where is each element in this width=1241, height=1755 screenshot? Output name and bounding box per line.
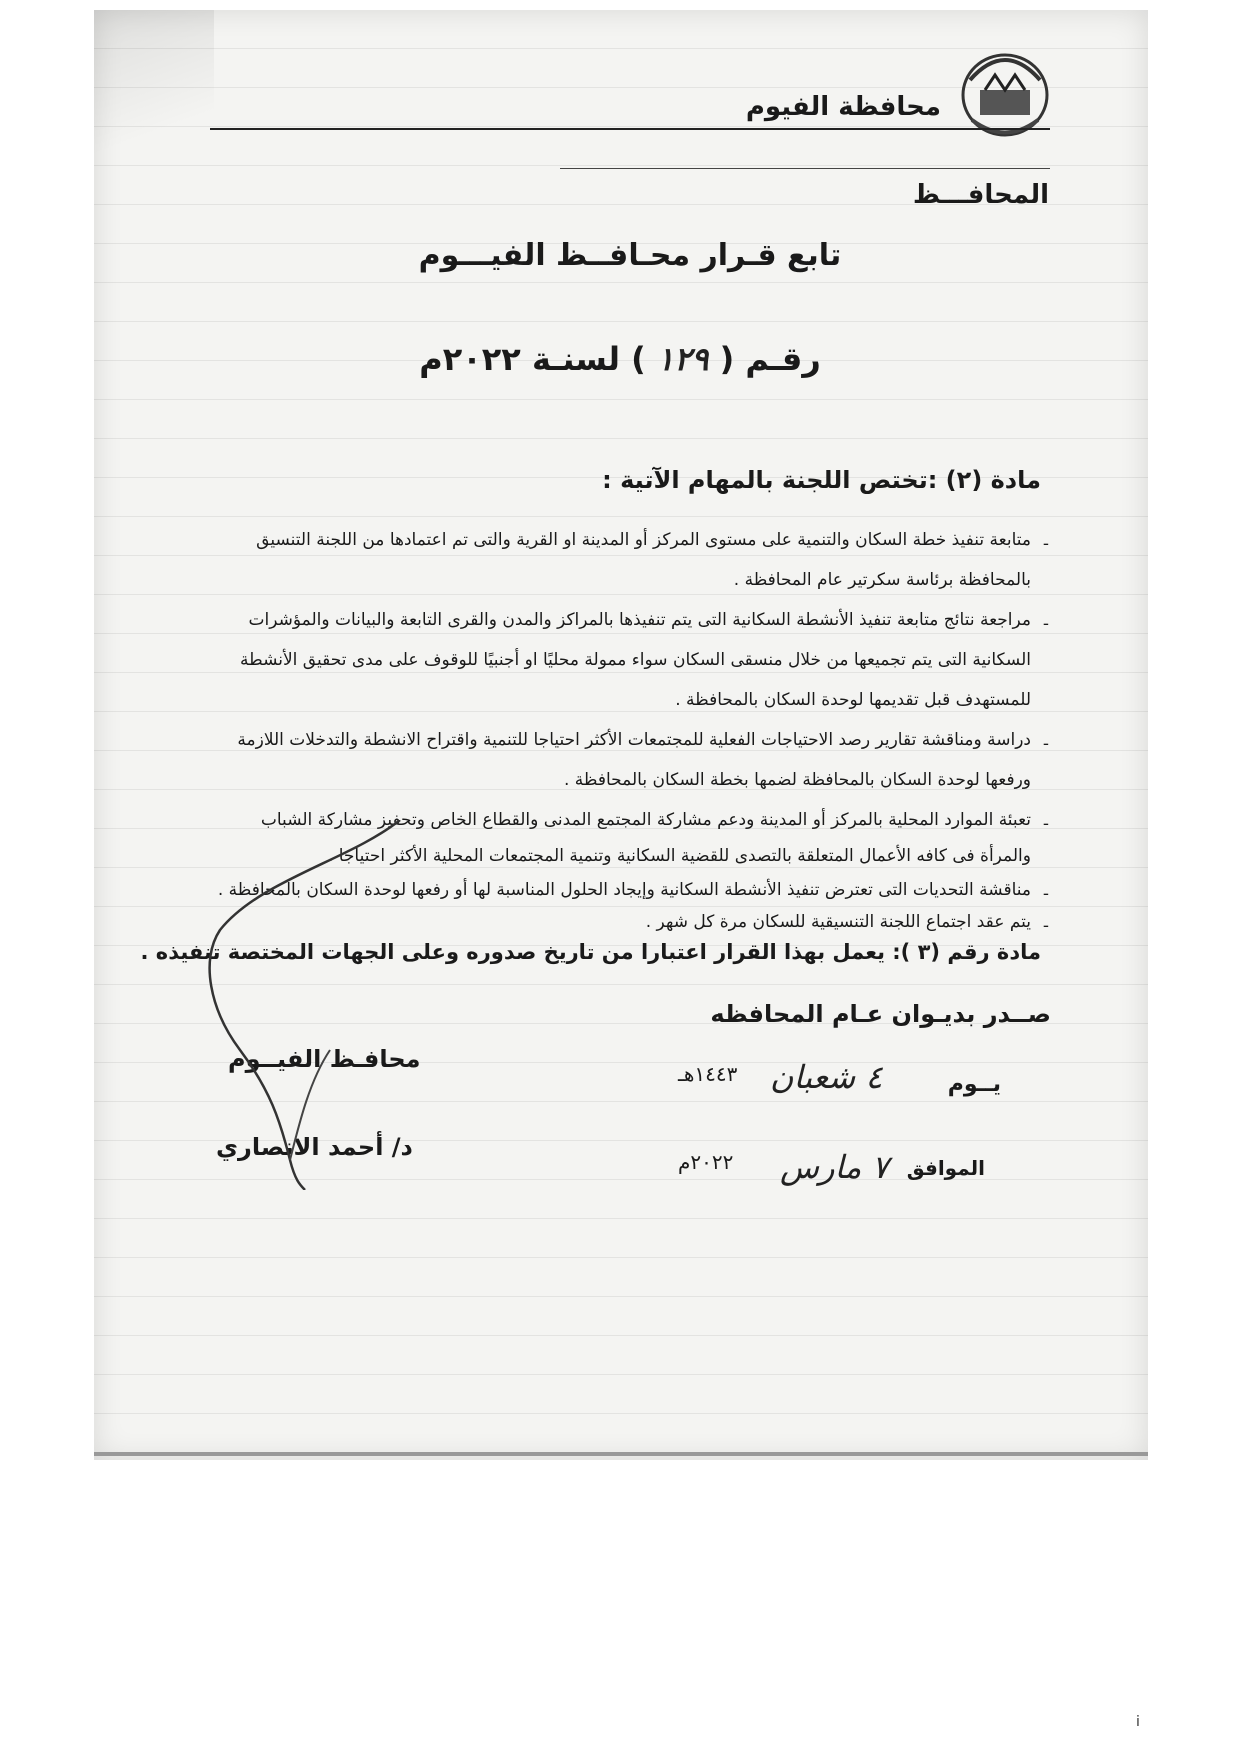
decree-title: تابع قـرار محـافــظ الفيـــوم <box>418 238 842 273</box>
item-bullet: - <box>1042 614 1049 634</box>
article-2-item-3-line-1: دراسة ومناقشة تقارير رصد الاحتياجات الفعلية للمجتمعات الأكثر احتياجا للتنمية واقتراح الانشطة والتدخلات اللازمة <box>237 730 1031 750</box>
article-2-item-4-line-1: تعبئة الموارد المحلية بالمركز أو المدينة ودعم مشاركة المجتمع المدنى والقطاع الخاص وتحفيز مشاركة الشباب <box>260 810 1031 830</box>
article-2-item-4-line-2: والمرأة فى كافه الأعمال المتعلقة بالتصدى للقضية السكانية وتنمية المجتمعات المحلية الأكثر احتياجا . <box>327 846 1031 866</box>
item-bullet: - <box>1042 916 1049 936</box>
decree-number-prefix: رقـم ( <box>719 340 821 378</box>
governorate-emblem-icon <box>950 40 1060 150</box>
article-2-item-5-line-1: مناقشة التحديات التى تعترض تنفيذ الأنشطة السكانية وإيجاد الحلول المناسبة لها أو رفعها لوحدة السكان بالمحافظة . <box>217 880 1031 900</box>
signatory-name: د/ أحمد الانصاري <box>216 1133 413 1161</box>
article-2-item-6-line-1: يتم عقد اجتماع اللجنة التنسيقية للسكان مرة كل شهر . <box>645 912 1031 932</box>
article-2-item-1-line-1: متابعة تنفيذ خطة السكان والتنمية على مستوى المركز أو المدينة او القرية والتى تم اعتمادها من اللجنة التنسيق <box>256 530 1031 550</box>
hijri-year: ١٤٤٣هـ <box>678 1062 738 1086</box>
day-label: يــوم <box>947 1072 1001 1097</box>
page-footer-mark: i <box>1136 1714 1140 1730</box>
decree-number-suffix: ) لسنـة ٢٠٢٢م <box>419 340 646 378</box>
article-2-item-2-line-3: للمستهدف قبل تقديمها لوحدة السكان بالمحافظة . <box>675 690 1031 710</box>
handwritten-signature-icon <box>200 820 430 1190</box>
article-2-item-2-line-2: السكانية التى يتم تجميعها من خلال منسقى السكان سواء ممولة محليًا او أجنبيًا للوقوف على مدى تحقيق الأنشطة <box>240 650 1031 670</box>
article-2-heading: مادة (٢) :تختص اللجنة بالمهام الآتية : <box>602 466 1041 494</box>
decree-number-handwritten: ١٢٩ <box>656 340 709 378</box>
header-divider-2 <box>560 168 1050 169</box>
article-2-item-1-line-2: بالمحافظة برئاسة سكرتير عام المحافظة . <box>733 570 1031 590</box>
day-handwritten: ٤ شعبان <box>770 1058 883 1096</box>
item-bullet: - <box>1042 814 1049 834</box>
gregorian-year: ٢٠٢٢م <box>678 1150 734 1174</box>
article-3: مادة رقم (٣ ): يعمل بهذا القرار اعتبارا من تاريخ صدوره وعلى الجهات المختصة تنفيذه . <box>140 940 1041 964</box>
decree-number <box>380 340 860 378</box>
article-2-item-2-line-1: مراجعة نتائج متابعة تنفيذ الأنشطة السكانية التى يتم تنفيذها بالمراكز والمدن والقرى التابعة والبيانات والمؤشرات <box>248 610 1031 630</box>
article-2-item-3-line-2: ورفعها لوحدة السكان بالمحافظة لضمها بخطة السكان بالمحافظة . <box>564 770 1031 790</box>
item-bullet: - <box>1042 534 1049 554</box>
header-divider <box>210 128 1050 130</box>
page-edge <box>94 1452 1148 1456</box>
governorate-name: محافظة الفيوم <box>745 92 941 122</box>
issued-at: صــدر بديـوان عـام المحافظه <box>710 1000 1051 1028</box>
corresponding-label: الموافق <box>906 1156 985 1180</box>
signatory-title: محافـظ الفيــوم <box>228 1045 421 1073</box>
gregorian-handwritten: ٧ مارس <box>780 1148 889 1186</box>
item-bullet: - <box>1042 884 1049 904</box>
item-bullet: - <box>1042 734 1049 754</box>
office-title: المحافـــظ <box>912 180 1049 210</box>
